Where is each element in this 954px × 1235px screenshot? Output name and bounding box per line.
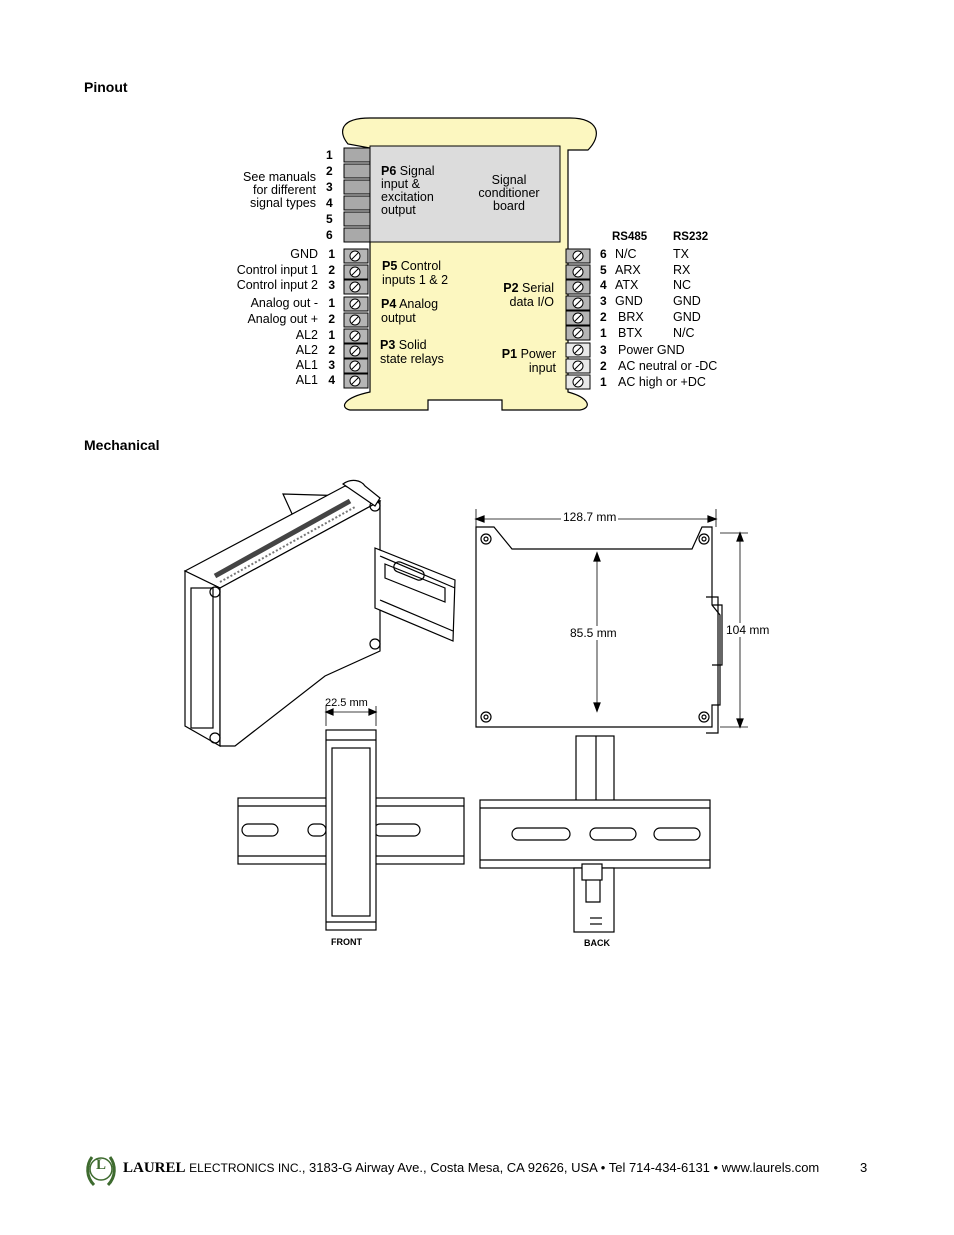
bullet-icon: • [713, 1160, 719, 1175]
depth-dimension-label: 22.5 mm [325, 697, 368, 709]
p2-label [490, 281, 554, 309]
pin-number: 2 [328, 343, 335, 357]
pin-label: AL2 [295, 328, 318, 342]
p6-note [232, 171, 316, 210]
right-screw-terminals [566, 249, 590, 389]
width-dimension-label: 128.7 mm [563, 510, 617, 524]
pin-number: 1 [328, 296, 335, 310]
pin-label: AL1 [295, 373, 318, 387]
pin-label: Control input 2 [236, 278, 318, 292]
connector-text: output [381, 203, 416, 217]
pin-label: AL2 [295, 343, 318, 357]
rs485-signal: BTX [618, 326, 643, 340]
rs232-signal: GND [673, 310, 701, 324]
pin-number: 2 [600, 310, 607, 324]
left-screw-terminals [344, 249, 368, 388]
pin-label: Control input 1 [236, 263, 318, 277]
rs485-header: RS485 [612, 231, 648, 243]
height-dimension-label: 104 mm [726, 623, 770, 637]
connector-text: excitation [381, 190, 434, 204]
p6-pin-numbers [326, 147, 333, 243]
connector-id: P3 [380, 338, 396, 352]
rs485-signal: ARX [615, 263, 641, 277]
footer-web-link[interactable]: www.laurels.com [721, 1160, 820, 1175]
pin-number: 2 [328, 263, 335, 277]
pin-number: 4 [328, 373, 335, 387]
connector-text: input & [381, 177, 420, 191]
p4-label [381, 297, 438, 325]
pin-number: 6 [600, 247, 607, 261]
power-signal: Power GND [618, 343, 685, 357]
pin-number: 1 [328, 328, 335, 342]
pin-number: 1 [600, 375, 607, 389]
rs485-signal: N/C [615, 247, 637, 261]
rs485-signal: GND [615, 294, 643, 308]
pin-number: 4 [326, 196, 333, 210]
pin-number: 1 [600, 326, 607, 340]
footer-company: ELECTRONICS INC. [189, 1161, 302, 1175]
board-text: board [493, 199, 525, 213]
p6-label [381, 165, 435, 217]
pin-number: 5 [326, 212, 333, 226]
page-number: 3 [860, 1160, 868, 1175]
connector-id: P1 [501, 347, 518, 361]
board-text: conditioner [478, 186, 540, 200]
p1-label [490, 347, 556, 375]
rs232-header: RS232 [673, 231, 709, 243]
pin-number: 1 [328, 247, 335, 261]
connector-text: state relays [380, 352, 444, 366]
connector-id: P2 [503, 281, 519, 295]
rs232-signal: GND [673, 294, 701, 308]
rs485-signal: ATX [615, 278, 639, 292]
pin-label: AL1 [295, 358, 318, 372]
p3-label [380, 338, 444, 366]
connector-text: Signal [399, 164, 435, 178]
back-view [478, 732, 714, 937]
pin-number: 2 [600, 359, 607, 373]
pin-number: 1 [326, 148, 333, 162]
pin-number: 3 [328, 278, 335, 292]
power-signal: AC neutral or -DC [618, 359, 718, 373]
connector-id: P6 [381, 164, 397, 178]
footer-text [123, 1160, 819, 1177]
rs232-signal: N/C [673, 326, 695, 340]
connector-text: output [381, 311, 416, 325]
logo-letter: L [95, 1157, 106, 1173]
rs485-signal: BRX [618, 310, 644, 324]
pin-label: Analog out + [247, 312, 318, 326]
connector-text: inputs 1 & 2 [382, 273, 449, 287]
rs232-signal: NC [673, 278, 692, 292]
connector-text: Control [400, 259, 442, 273]
bullet-icon: • [600, 1160, 606, 1175]
pin-number: 4 [600, 278, 607, 292]
pin-label: Analog out - [250, 296, 318, 310]
connector-text: Analog [399, 297, 439, 311]
p6-note-line: signal types [249, 196, 316, 210]
footer [84, 1153, 874, 1189]
pin-label: GND [290, 247, 318, 261]
rs232-signal: TX [673, 247, 689, 261]
pin-number: 2 [328, 312, 335, 326]
pin-number: 3 [328, 358, 335, 372]
board-text: Signal [491, 173, 527, 187]
connector-id: P5 [382, 259, 398, 273]
footer-brand: LAUREL [123, 1160, 186, 1176]
pin-number: 3 [600, 343, 607, 357]
p6-note-line: for different [252, 183, 316, 197]
connector-text: Serial [522, 281, 554, 295]
inner-height-dimension-label: 85.5 mm [570, 626, 617, 640]
footer-tel: Tel 714-434-6131 [608, 1160, 710, 1175]
power-signal: AC high or +DC [618, 375, 706, 389]
back-view-label: BACK [584, 938, 610, 948]
pinout-heading: Pinout [84, 79, 128, 95]
pin-number: 2 [326, 164, 333, 178]
signal-board-label [472, 174, 546, 213]
pin-number: 3 [326, 180, 333, 194]
connector-id: P4 [381, 297, 397, 311]
connector-text: Solid [398, 338, 427, 352]
pin-number: 5 [600, 263, 607, 277]
p6-note-line: See manuals [243, 170, 316, 184]
front-view-label: FRONT [331, 937, 362, 947]
connector-text: Power [520, 347, 556, 361]
pin-number: 6 [326, 228, 333, 242]
p6-terminals [344, 148, 370, 242]
front-view [236, 700, 468, 940]
footer-address: , 3183-G Airway Ave., Costa Mesa, CA 92626, USA [301, 1160, 598, 1175]
rs232-signal: RX [673, 263, 691, 277]
p5-label [382, 259, 448, 287]
connector-text: data I/O [509, 295, 554, 309]
pin-number: 3 [600, 294, 607, 308]
mechanical-heading: Mechanical [84, 437, 160, 453]
connector-text: input [528, 361, 556, 375]
